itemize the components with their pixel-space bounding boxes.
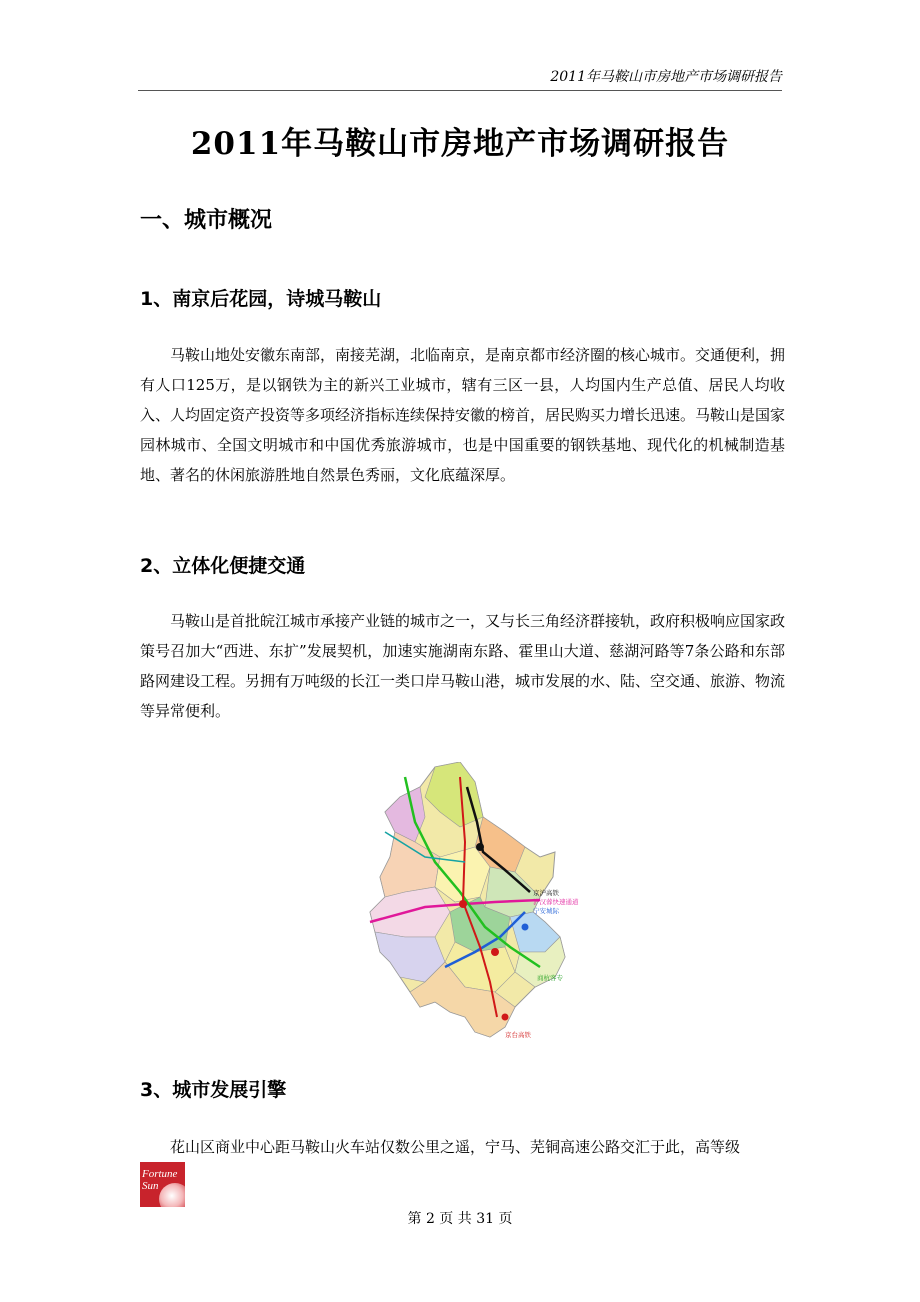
section-heading-city-overview: 一、城市概况 [140,208,273,233]
subsection-heading-2: 2、立体化便捷交通 [140,555,306,577]
paragraph-city-intro: 马鞍山地处安徽东南部，南接芜湖，北临南京，是南京都市经济圈的核心城市。交通便利，拥有人口125万，是以钢铁为主的新兴工业城市，辖有三区一县，人均国内生产总值、居民人均收入、人均固定资产投资等多项经济指标连续保持安徽的榜首，居民购买力增长迅速。马鞍山是国家园林城市、全国文明城市和中国优秀旅游城市，也是中国重要的钢铁基地、现代化的机械制造基地、著名的休闲旅游胜地自然景色秀丽，文化底蕴深厚。 [140,346,786,484]
sun-icon [159,1183,185,1207]
anhui-transport-map [365,762,590,1047]
page-number-footer: 第 2 页 共 31 页 [407,1211,513,1227]
label-jingtai-hsr: 京台高铁 [505,1031,531,1039]
subsection-heading-3: 3、城市发展引擎 [140,1079,287,1101]
paragraph-transport: 马鞍山是首批皖江城市承接产业链的城市之一，又与长三角经济群接轨，政府积极响应国家政策号召加大“西进、东扩”发展契机，加速实施湖南东路、霍里山大道、慈湖河路等7条公路和东部路网建设工程。另拥有万吨级的长江一类口岸马鞍山港，城市发展的水、陆、空交通、旅游、物流等异常便利。 [140,612,786,720]
document-title: 2011年马鞍山市房地产市场调研报告 [190,126,730,162]
fortune-sun-logo [140,1162,185,1207]
station-dot [491,948,499,956]
header-divider [138,90,782,91]
logo-text-line2: Sun [142,1180,159,1192]
station-dot [459,900,467,908]
logo-text-line1: Fortune [142,1168,178,1180]
station-dot [522,924,529,931]
station-dot [476,843,484,851]
running-header: 2011年马鞍山市房地产市场调研报告 [550,69,782,85]
label-huhanrong: 沪汉蓉快速通道 [533,898,579,906]
paragraph-development: 花山区商业中心距马鞍山火车站仅数公里之遥，宁马、芜铜高速公路交汇于此，高等级 [170,1138,741,1156]
label-jinghu-hsr: 京沪高铁 [533,889,559,897]
label-ningan: 宁安城际 [533,907,559,915]
station-dot [502,1014,509,1021]
label-shanghang: 商杭客专 [537,974,563,982]
subsection-heading-1: 1、南京后花园，诗城马鞍山 [140,288,382,310]
